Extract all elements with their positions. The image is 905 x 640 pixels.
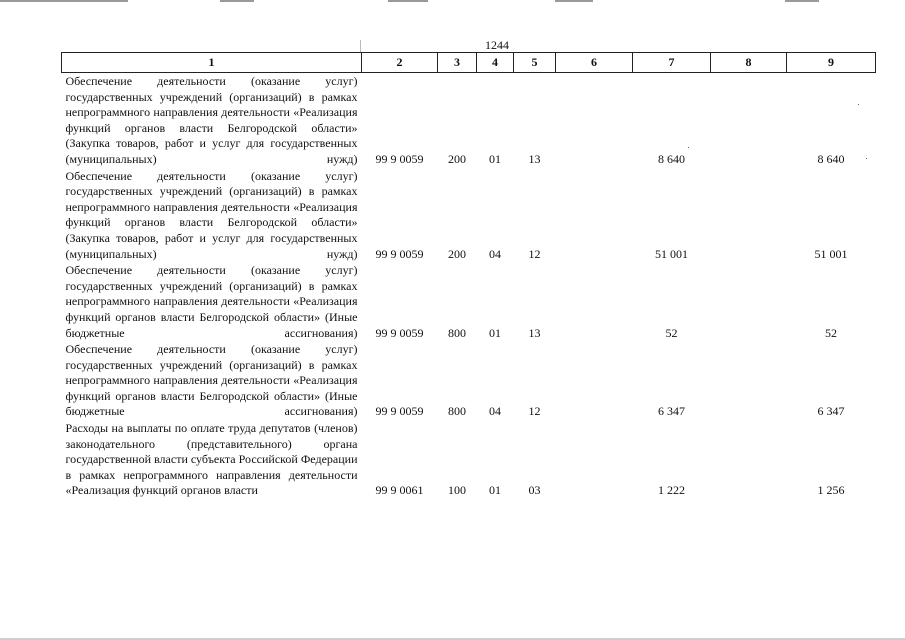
expense-type-code: 200 [448, 246, 466, 261]
subsection-code: 12 [528, 404, 541, 419]
column-7-amount: 1 222 [658, 483, 685, 498]
column-header: 3 [438, 53, 477, 73]
table-row [62, 262, 876, 341]
row-description: Обеспечение деятельности (оказание услуг) государственных учреждений (организаций) в рамках непрограммного направления деятельности «Реализация функций органов власти Белгородской области» (Закупка товаров, работ и услуг для государственных (муниципальных) нужд) [65, 74, 358, 166]
scan-edge-mark [388, 0, 428, 2]
section-code: 04 [489, 246, 501, 261]
column-6-value [556, 262, 633, 341]
column-8-value [711, 262, 787, 341]
column-7-amount: 52 [665, 325, 678, 340]
column-7-amount: 51 001 [655, 246, 688, 261]
subsection-code: 13 [528, 151, 541, 166]
section-code: 01 [489, 325, 501, 340]
target-article-code: 99 9 0061 [375, 483, 424, 498]
table-header-row [62, 53, 876, 73]
expense-type-code: 800 [448, 404, 466, 419]
scan-speck [858, 104, 859, 105]
column-9-amount: 6 347 [817, 404, 845, 419]
row-description: Расходы на выплаты по оплате труда депутатов (членов) законодательного (представительного) органа государственной власти субъекта Российской Федерации в рамках непрограммного направления деятельности «Реализация функций органов власти [65, 421, 358, 498]
subsection-code: 03 [528, 483, 541, 498]
page-number: 1244 [485, 38, 509, 52]
column-header: 8 [711, 53, 787, 73]
target-article-code: 99 9 0059 [375, 246, 424, 261]
column-header: 9 [787, 53, 876, 73]
scan-speck [688, 147, 689, 148]
target-article-code: 99 9 0059 [375, 151, 424, 166]
target-article-code: 99 9 0059 [375, 404, 424, 419]
column-header: 6 [556, 53, 633, 73]
scan-edge-mark [785, 0, 819, 2]
column-6-value [556, 73, 633, 168]
section-code: 04 [489, 404, 501, 419]
column-6-value [556, 420, 633, 499]
scan-speck [866, 158, 867, 159]
row-description: Обеспечение деятельности (оказание услуг) государственных учреждений (организаций) в рамках непрограммного направления деятельности «Реализация функций органов власти Белгородской области» (Закупка товаров, работ и услуг для государственных (муниципальных) нужд) [65, 168, 358, 261]
column-8-value [711, 168, 787, 263]
column-header: 7 [633, 53, 711, 73]
column-9-amount: 1 256 [817, 483, 845, 498]
section-code: 01 [489, 483, 501, 498]
column-header: 2 [362, 53, 438, 73]
row-description: Обеспечение деятельности (оказание услуг) государственных учреждений (организаций) в рамках непрограммного направления деятельности «Реализация функций органов власти Белгородской области» (Иные бюджетные ассигнования) [65, 263, 358, 340]
column-6-value [556, 168, 633, 263]
table-row [62, 341, 876, 420]
table-row [62, 420, 876, 499]
column-9-amount: 52 [825, 325, 837, 340]
column-9-amount: 51 001 [814, 246, 848, 261]
subsection-code: 13 [528, 325, 541, 340]
column-8-value [711, 420, 787, 499]
column-header: 4 [477, 53, 514, 73]
column-header: 5 [514, 53, 556, 73]
row-description: Обеспечение деятельности (оказание услуг) государственных учреждений (организаций) в рамках непрограммного направления деятельности «Реализация функций органов власти Белгородской области» (Иные бюджетные ассигнования) [65, 342, 358, 419]
column-7-amount: 8 640 [658, 151, 685, 166]
expense-type-code: 800 [448, 325, 466, 340]
column-header: 1 [62, 53, 362, 73]
scan-line-artifact [360, 40, 361, 52]
scan-edge-mark [0, 0, 128, 2]
column-6-value [556, 341, 633, 420]
section-code: 01 [489, 151, 501, 166]
scan-edge-mark [555, 0, 593, 2]
expense-type-code: 200 [448, 151, 466, 166]
expense-type-code: 100 [448, 483, 466, 498]
column-8-value [711, 73, 787, 168]
scan-edge-mark [220, 0, 254, 2]
table-row [62, 73, 876, 168]
column-8-value [711, 341, 787, 420]
target-article-code: 99 9 0059 [375, 325, 424, 340]
column-9-amount: 8 640 [817, 151, 845, 166]
table-row [62, 168, 876, 263]
column-7-amount: 6 347 [658, 404, 685, 419]
budget-table [61, 52, 876, 499]
subsection-code: 12 [528, 246, 541, 261]
